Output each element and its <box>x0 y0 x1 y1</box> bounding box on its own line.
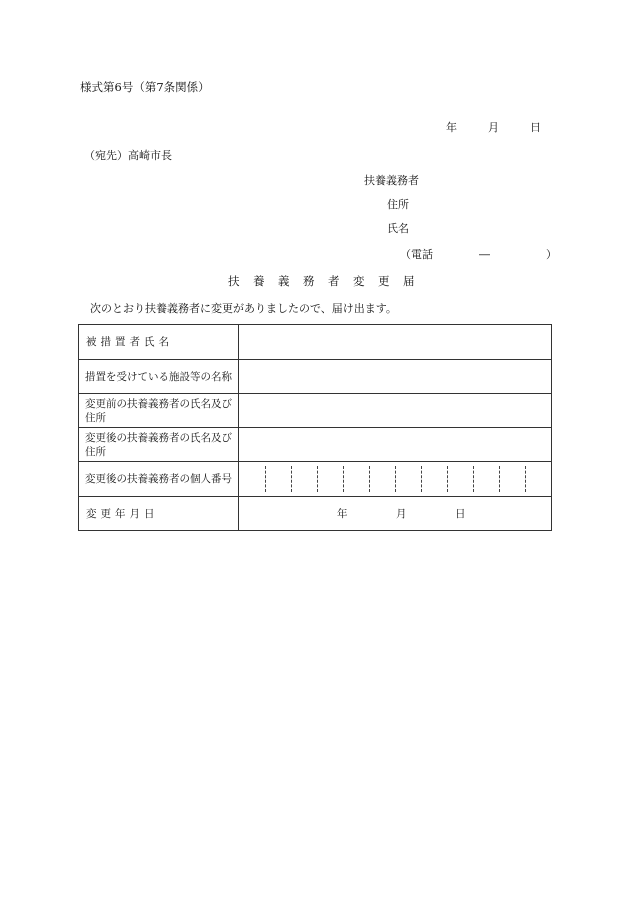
date-day-label: 日 <box>530 121 541 134</box>
row-label <box>79 394 239 427</box>
digit-separator <box>499 466 500 492</box>
individual-number-field[interactable] <box>239 462 551 496</box>
table-row-facility <box>79 360 551 394</box>
previous-obligor-field[interactable] <box>239 394 551 427</box>
row-label <box>79 462 239 496</box>
addressee: （宛先）高崎市長 <box>84 149 172 162</box>
title-char: 養 <box>253 274 265 288</box>
digit-separator <box>525 466 526 492</box>
table-row-previous-obligor <box>79 394 551 428</box>
title-char: 義 <box>278 274 290 288</box>
phone-open: （電話 <box>400 248 433 261</box>
facility-name-field[interactable] <box>239 360 551 393</box>
submission-date-line <box>446 122 541 133</box>
phone-line <box>400 249 557 260</box>
row-label-text: 措置を受けている施設等の名称 <box>85 370 232 383</box>
digit-separator <box>343 466 344 492</box>
title-char: 者 <box>328 274 340 288</box>
change-date-month: 月 <box>396 508 407 520</box>
title-char: 扶 <box>228 274 240 288</box>
info-table <box>78 324 552 531</box>
table-row-new-obligor <box>79 428 551 462</box>
form-number: 様式第6号（第7条関係） <box>80 80 210 94</box>
title-char: 変 <box>353 274 365 288</box>
change-date-year: 年 <box>337 508 348 520</box>
digit-separator <box>447 466 448 492</box>
digit-separator <box>369 466 370 492</box>
table-row-change-date <box>79 497 551 530</box>
row-label: 被措置者氏名 <box>79 325 239 359</box>
obligor-label: 扶養義務者 <box>364 174 419 187</box>
digit-separator <box>265 466 266 492</box>
intro-text: 次のとおり扶養義務者に変更がありましたので、届け出ます。 <box>90 302 397 315</box>
change-date-day: 日 <box>455 508 466 520</box>
protected-person-name-field[interactable] <box>239 325 551 359</box>
title-char: 更 <box>378 274 390 288</box>
date-year-label: 年 <box>446 121 457 134</box>
digit-separator <box>473 466 474 492</box>
change-date-field[interactable] <box>239 497 551 530</box>
title-char: 務 <box>303 274 315 288</box>
phone-close: ） <box>546 248 557 261</box>
phone-dash: ― <box>479 248 490 261</box>
table-row-protected-person <box>79 325 551 360</box>
table-row-individual-number <box>79 462 551 497</box>
row-label <box>79 360 239 393</box>
row-label-text: 変更後の扶養義務者の氏名及び住所 <box>85 431 232 458</box>
digit-separator <box>291 466 292 492</box>
form-title <box>228 276 415 288</box>
row-label: 変更年月日 <box>79 497 239 530</box>
digit-separator <box>317 466 318 492</box>
name-label: 氏名 <box>387 222 409 235</box>
title-char: 届 <box>403 274 415 288</box>
digit-separator <box>395 466 396 492</box>
row-label-text: 変更前の扶養義務者の氏名及び住所 <box>85 397 232 424</box>
address-label: 住所 <box>387 198 409 211</box>
digit-separator <box>421 466 422 492</box>
new-obligor-field[interactable] <box>239 428 551 461</box>
date-month-label: 月 <box>488 121 499 134</box>
row-label <box>79 428 239 461</box>
row-label-text: 変更後の扶養義務者の個人番号 <box>85 473 232 485</box>
